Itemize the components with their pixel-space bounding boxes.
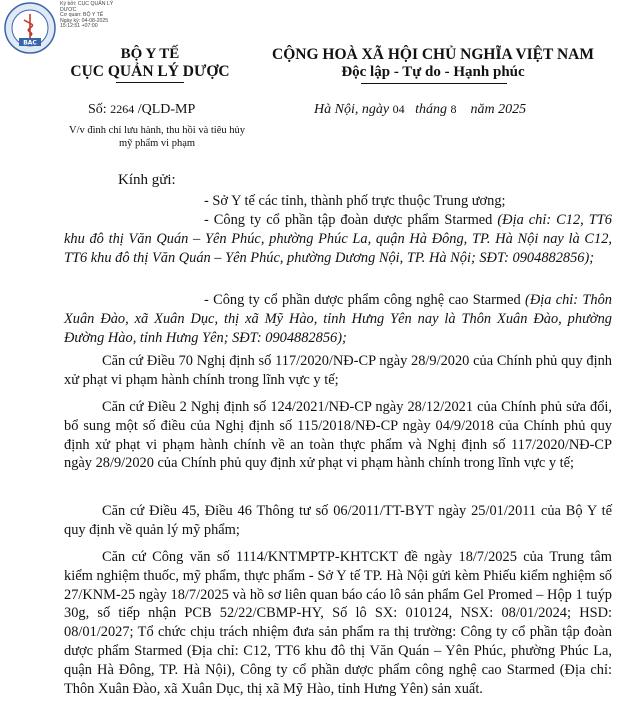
ministry-seal-logo bbox=[4, 2, 56, 54]
paragraph-3 bbox=[64, 502, 612, 540]
agency-label: Cơ quan: BỘ Y TẾ bbox=[60, 12, 104, 19]
recipient-3-text: - Công ty cổ phần dược phẩm công nghệ cao Starmed bbox=[204, 292, 521, 308]
recipient-3 bbox=[64, 291, 612, 347]
document-number bbox=[88, 102, 195, 118]
signer-label: Ký bởi: CỤC QUẢN LÝ DƯỢC bbox=[60, 1, 114, 13]
paragraph-1-text: Căn cứ Điều 70 Nghị định số 117/2020/NĐ-CP ngày 28/9/2020 của Chính phủ quy định xử phạt vi phạm hành chính trong lĩnh vực y tế; bbox=[64, 353, 612, 388]
doc-number-label: Số: bbox=[88, 102, 107, 117]
doc-number-value: 2264 bbox=[110, 102, 135, 116]
paragraph-2-text: Căn cứ Điều 2 Nghị định số 124/2021/NĐ-CP ngày 28/12/2021 của Chính phủ sửa đổi, bổ sung một số điều của Nghị định số 115/2018/NĐ-CP ngày 04/9/2018 của Chính phủ quy định xử phạt vi phạm hành chính về an toàn thực phẩm và Nghị định số 117/2020/NĐ-CP ngày 28/9/2020 của Chính phủ quy định xử phạt vi phạm hành chính trong lĩnh vực y tế; bbox=[64, 399, 612, 472]
seal-text: BAC bbox=[23, 39, 37, 47]
doc-code: /QLD-MP bbox=[137, 102, 196, 117]
recipient-2-text: - Công ty cổ phần tập đoàn dược phẩm Starmed bbox=[204, 212, 493, 228]
recipient-1-text: - Sở Y tế các tỉnh, thành phố trực thuộc Trung ương; bbox=[204, 193, 506, 209]
paragraph-1 bbox=[64, 352, 612, 390]
document-date bbox=[314, 102, 526, 118]
department-underline bbox=[116, 82, 184, 83]
paragraph-4 bbox=[64, 548, 612, 698]
greeting: Kính gửi: bbox=[118, 172, 176, 188]
recipient-1 bbox=[64, 192, 612, 211]
paragraph-4-text: Căn cứ Công văn số 1114/KNTMPTP-KHTCKT đề ngày 18/7/2025 của Trung tâm kiểm nghiệm thuốc, mỹ phẩm, thực phẩm - Sở Y tế TP. Hà Nội gửi kèm Phiếu kiểm nghiệm số 27/KNM-25 ngày 18/7/2025 và hồ sơ liên quan báo cáo lô sản phẩm Gel Promed – Hộp 1 tuýp 30g, số tiếp nhận PCB 52/22/CBMP-HY, Số lô SX: 010124, NSX: 08/01/2024; HSD: 08/01/2027; Tổ chức chịu trách nhiệm đưa sản phẩm ra thị trường: Công ty cổ phần tập đoàn dược phẩm Starmed (Địa chỉ: C12, TT6 khu đô thị Văn Quán – Yên Phúc, phường Phúc La, quận Hà Đông, TP. Hà Nội), Công ty cổ phần dược phẩm công nghệ cao Starmed (Địa chỉ: Thôn Xuân Đào, xã Xuân Dục, thị xã Mỹ Hào, tỉnh Hưng Yên) sản xuất. bbox=[64, 549, 612, 697]
sign-date: Ngày ký: 04-08-2025 15:12:51 +07:00 bbox=[60, 17, 109, 30]
department-name: CỤC QUẢN LÝ DƯỢC bbox=[70, 63, 230, 80]
date-year: năm 2025 bbox=[470, 102, 527, 117]
date-prefix: Hà Nội, ngày bbox=[314, 102, 390, 117]
recipient-2 bbox=[64, 211, 612, 267]
date-day: 04 bbox=[392, 102, 405, 116]
national-motto: Độc lập - Tự do - Hạnh phúc bbox=[341, 64, 525, 80]
motto-underline bbox=[361, 83, 507, 84]
recipient-2-address: (Địa chỉ: C12, TT6 khu đô thị Văn Quán – Yên Phúc, phường Phúc La, quận Hà Đông, TP. Hà Nội nay là C12, TT6 khu đô thị Văn Quán – Yên Phúc, phường Dương Nội, TP. Hà Nội; SĐT: 0904882856); bbox=[64, 212, 612, 266]
document-subject: V/v đình chỉ lưu hành, thu hồi và tiêu hủy mỹ phẩm vi phạm bbox=[68, 125, 245, 149]
digital-signature-stamp bbox=[60, 2, 118, 30]
paragraph-3-text: Căn cứ Điều 45, Điều 46 Thông tư số 06/2011/TT-BYT ngày 25/01/2011 của Bộ Y tế quy định về quản lý mỹ phẩm; bbox=[64, 503, 612, 538]
date-month: 8 bbox=[450, 102, 457, 116]
ministry-name: BỘ Y TẾ bbox=[120, 46, 180, 62]
paragraph-2 bbox=[64, 398, 612, 473]
date-month-label: tháng bbox=[415, 102, 447, 117]
republic-title: CỘNG HOÀ XÃ HỘI CHỦ NGHĨA VIỆT NAM bbox=[272, 46, 594, 63]
recipient-3-address: (Địa chỉ: Thôn Xuân Đào, xã Xuân Dục, thị xã Mỹ Hào, tỉnh Hưng Yên nay là Thôn Xuân Đào, phường Đường Hào, tỉnh Hưng Yên; SĐT: 0904882856); bbox=[64, 292, 612, 346]
